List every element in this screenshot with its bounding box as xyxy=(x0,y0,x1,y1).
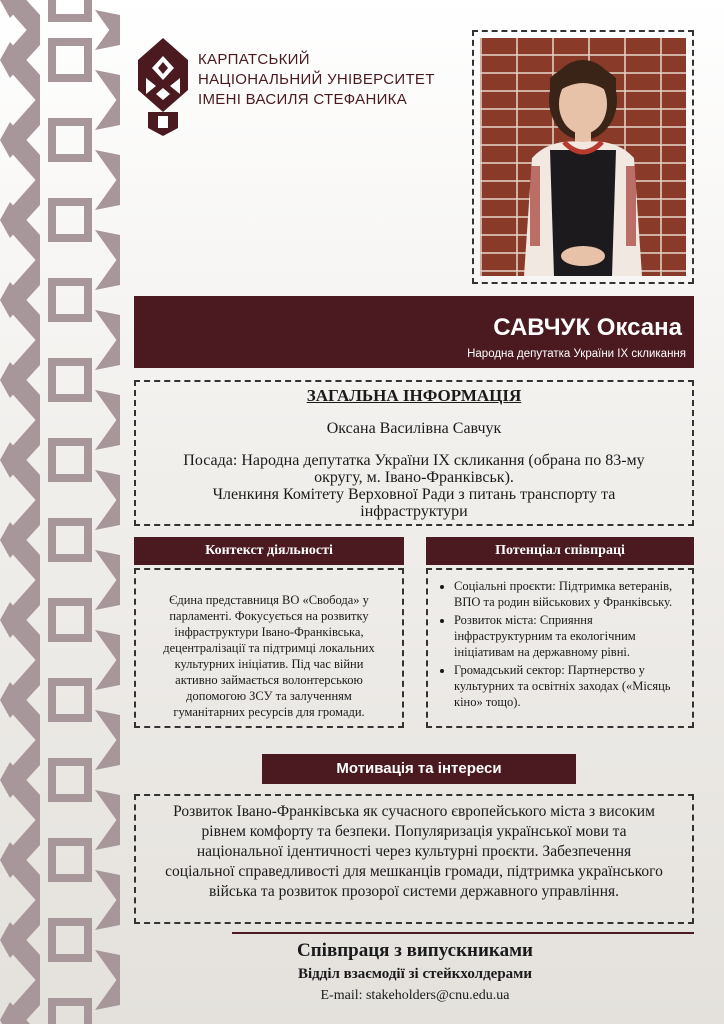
folk-ornament-border xyxy=(0,0,120,1024)
footer-department: Відділ взаємодії зі стейкхолдерами xyxy=(297,966,533,982)
context-heading: Контекст діяльності xyxy=(134,537,404,565)
context-box xyxy=(134,568,404,728)
university-name-line-3: ІМЕНІ ВАСИЛЯ СТЕФАНИКА xyxy=(198,91,408,108)
profile-photo xyxy=(480,38,686,276)
cooperation-heading: Потенціал співпраці xyxy=(426,537,694,565)
university-name xyxy=(198,50,435,110)
university-crest-icon xyxy=(138,38,188,136)
general-info-body xyxy=(136,452,692,520)
person-subtitle: Народна депутатка України IX скликання xyxy=(467,348,686,360)
general-info-box xyxy=(134,380,694,526)
footer-title: Співпраця з випускниками xyxy=(297,940,533,961)
motivation-box xyxy=(134,794,694,924)
motivation-heading: Мотивація та інтереси xyxy=(262,754,576,784)
general-full-name: Оксана Василівна Савчук xyxy=(326,420,502,437)
general-info-heading: ЗАГАЛЬНА ІНФОРМАЦІЯ xyxy=(306,386,522,405)
profile-photo-frame xyxy=(472,30,694,284)
motivation-text: Розвиток Івано-Франківська як сучасного європейського міста з високим рівнем комфорту та безпеки. Популяризація української мови та національної ідентичності через культурні проєкти. Забезпечення соціальної справедливості для мешканців громади, підтримка українського війська та розвиток прозорої системи державного управління. xyxy=(165,803,663,900)
general-committee: Членкиня Комітету Верховної Ради з питань транспорту та інфраструктури xyxy=(212,486,616,520)
person-portrait xyxy=(480,38,686,276)
cooperation-box xyxy=(426,568,694,728)
context-text: Єдина представниця ВО «Свобода» у парламенті. Фокусується на розвитку інфраструктури Івано-Франківська, децентралізації та підтримці локальних культурних ініціатив. Під час війни активно займається волонтерською допомогою ЗСУ та залученням гуманітарних ресурсів для громади. xyxy=(163,593,375,719)
person-name: САВЧУК Оксана xyxy=(493,314,682,341)
cooperation-list xyxy=(428,570,692,710)
cooperation-item: • Розвиток міста: Сприяння інфраструктурним та екологічним ініціативам на державному рівні. xyxy=(454,612,680,660)
cooperation-item: • Громадський сектор: Партнерство у культурних та освітніх заходах («Місяць кіно» тощо). xyxy=(454,662,680,710)
footer-divider xyxy=(232,932,694,934)
general-position: Посада: Народна депутатка України IX скликання (обрана по 83-му округу, м. Івано-Франківськ). xyxy=(183,452,645,486)
name-banner xyxy=(134,296,694,368)
footer-email[interactable]: E-mail: stakeholders@cnu.edu.ua xyxy=(320,988,510,1003)
cooperation-item: • Соціальні проєкти: Підтримка ветеранів, ВПО та родин військових у Франківську. xyxy=(454,578,680,610)
university-name-line-2: НАЦІОНАЛЬНИЙ УНІВЕРСИТЕТ xyxy=(198,71,435,88)
university-name-line-1: КАРПАТСЬКИЙ xyxy=(198,51,310,68)
